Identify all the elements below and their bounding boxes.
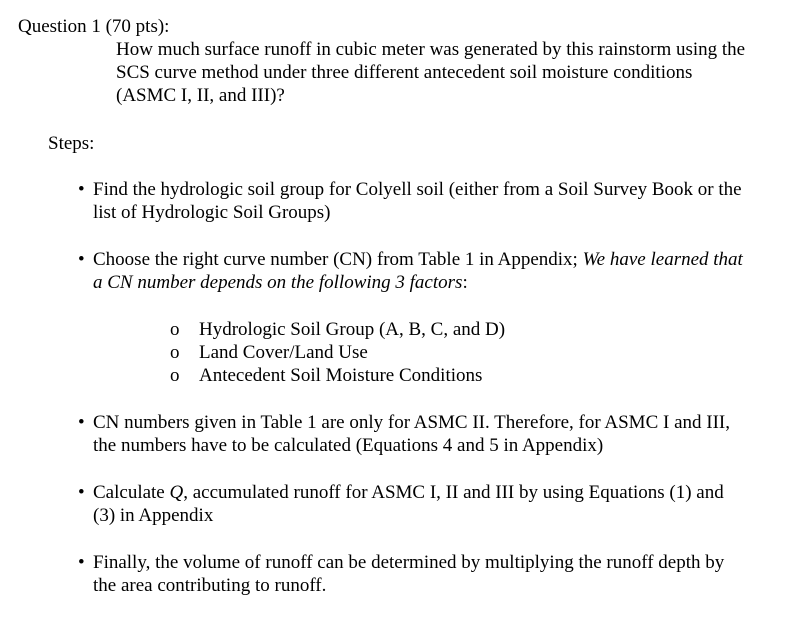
bullet-text-italic: We have learned that (582, 249, 743, 270)
factor-label: Land Cover/Land Use (199, 342, 368, 363)
bullet-text-line: list of Hydrologic Soil Groups) (93, 202, 331, 223)
factor-label: Hydrologic Soil Group (A, B, C, and D) (199, 319, 506, 340)
bullet-text-plain: Choose the right curve number (CN) from Table 1 in Appendix; (93, 249, 583, 270)
factor-item-land-cover (170, 341, 770, 364)
step-bullet-calculate-q (78, 481, 790, 527)
bullet-text-plain: Calculate (93, 482, 170, 503)
question-text-line: (ASMC I, II, and III)? (116, 85, 285, 106)
bullet-text-line (93, 271, 790, 294)
step-bullet-hydrologic-group (78, 178, 790, 224)
bullet-text-line: (3) in Appendix (93, 505, 214, 526)
bullet-text-line (93, 248, 790, 271)
bullet-text-plain: , accumulated runoff for ASMC I, II and III by using Equations (1) and (183, 482, 724, 503)
bullet-icon: • (78, 552, 85, 573)
bullet-text-line: the area contributing to runoff. (93, 575, 327, 596)
variable-q: Q (169, 482, 184, 503)
bullet-icon: • (78, 179, 85, 200)
bullet-text-line (93, 481, 790, 504)
circle-bullet-icon: o (170, 319, 180, 340)
bullet-text-line: the numbers have to be calculated (Equations 4 and 5 in Appendix) (93, 435, 604, 456)
bullet-text-plain: : (462, 272, 468, 293)
bullet-icon: • (78, 482, 85, 503)
step-bullet-runoff-volume (78, 551, 790, 597)
circle-bullet-icon: o (170, 365, 180, 386)
factor-item-soil-group (170, 318, 770, 341)
step-bullet-curve-number (78, 248, 790, 294)
bullet-text-line: CN numbers given in Table 1 are only for ASMC II. Therefore, for ASMC I and III, (93, 412, 730, 433)
factor-label: Antecedent Soil Moisture Conditions (199, 365, 483, 386)
bullet-text-line: Finally, the volume of runoff can be determined by multiplying the runoff depth by (93, 552, 725, 573)
circle-bullet-icon: o (170, 342, 180, 363)
question-title: Question 1 (70 pts): (18, 16, 170, 37)
question-text-line: How much surface runoff in cubic meter was generated by this rainstorm using the (116, 39, 746, 60)
steps-label: Steps: (48, 133, 95, 154)
bullet-text-italic: a CN number depends on the following 3 factors (93, 272, 463, 293)
bullet-icon: • (78, 249, 85, 270)
question-text (116, 38, 796, 107)
factor-item-moisture (170, 364, 770, 387)
step-bullet-asmc-cn (78, 411, 790, 457)
bullet-icon: • (78, 412, 85, 433)
question-text-line: SCS curve method under three different antecedent soil moisture conditions (116, 62, 693, 83)
bullet-text-line: Find the hydrologic soil group for Colyell soil (either from a Soil Survey Book or the (93, 179, 742, 200)
